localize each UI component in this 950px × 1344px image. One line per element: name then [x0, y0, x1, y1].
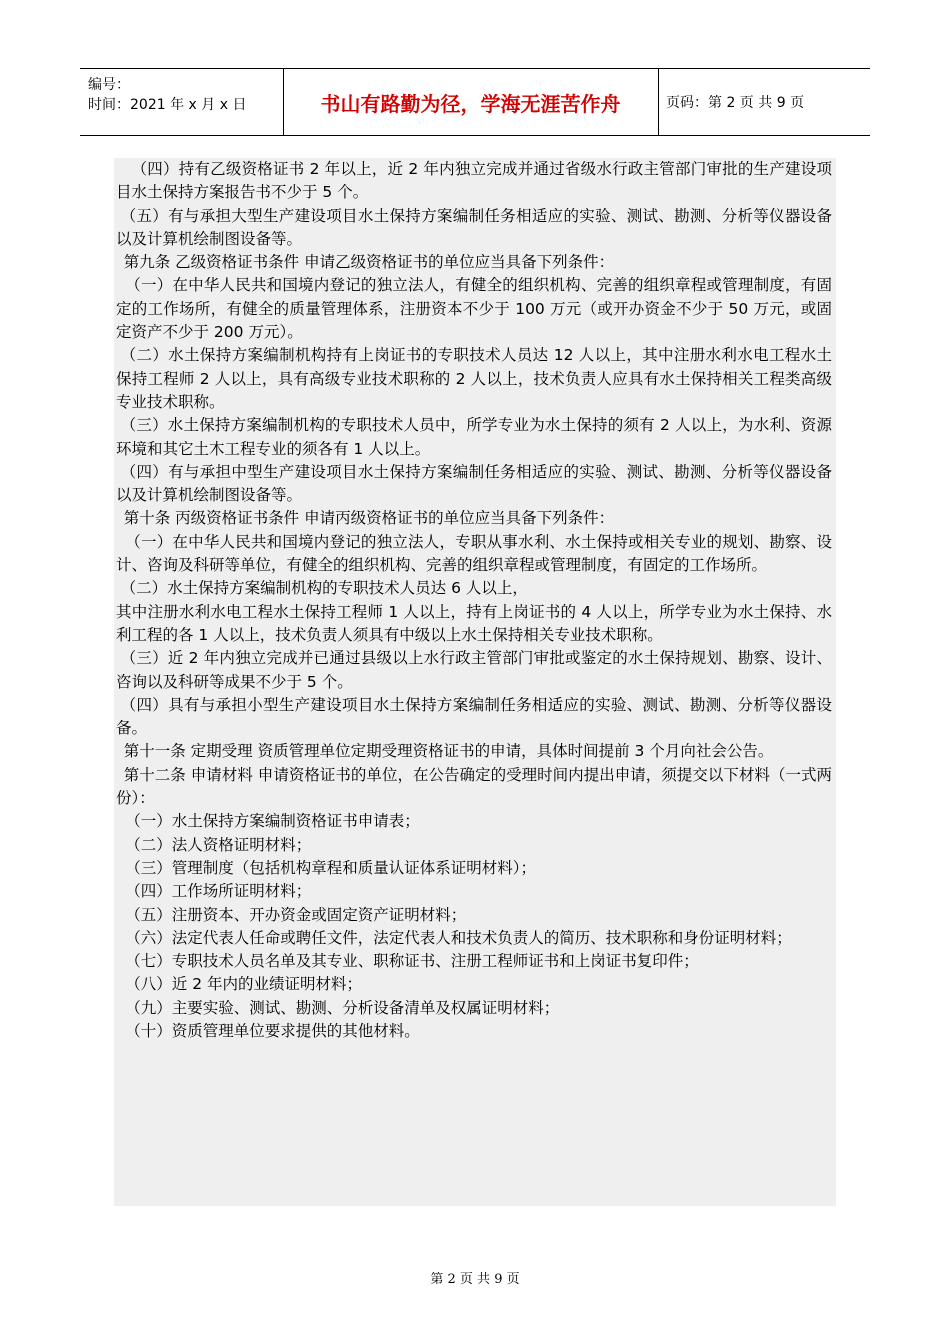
list-item: （二）法人资格证明材料； — [125, 835, 312, 854]
list-item: （五）注册资本、开办资金或固定资产证明材料； — [125, 905, 467, 924]
paragraph: （五）有与承担大型生产建设项目水土保持方案编制任务相适应的实验、测试、勘测、分析等仪器设备以及计算机绘制图设备等。 — [116, 206, 832, 248]
paragraph: 第九条 乙级资格证书条件 申请乙级资格证书的单位应当具备下列条件： — [123, 253, 615, 272]
header-divider-right — [658, 69, 659, 135]
paragraph: 其中注册水利水电工程水土保持工程师 1 人以上，持有上岗证书的 4 人以上，所学专业为水土保持、水利工程的各 1 人以上，技术负责人须具有中级以上水土保持相关专业技术职称。 — [116, 602, 832, 644]
paragraph: （四）有与承担中型生产建设项目水土保持方案编制任务相适应的实验、测试、勘测、分析等仪器设备以及计算机绘制图设备等。 — [116, 462, 832, 505]
document-number-label: 编号： — [88, 77, 130, 93]
paragraph: （一）在中华人民共和国境内登记的独立法人，有健全的组织机构、完善的组织章程或管理制度，有固定的工作场所，有健全的质量管理体系，注册资本不少于 100 万元（或开办资金不少于 50 万元，或固定资产不少于 200 万元）。 — [116, 276, 832, 342]
paragraph: 第十一条 定期受理 资质管理单位定期受理资格证书的申请，具体时间提前 3 个月向社会公告。 — [123, 742, 774, 761]
paragraph: （四）具有与承担小型生产建设项目水土保持方案编制任务相适应的实验、测试、勘测、分析等仪器设备。 — [116, 695, 832, 738]
header-meta — [88, 75, 284, 115]
list-item: （十）资质管理单位要求提供的其他材料。 — [125, 1021, 420, 1040]
header-motto: 书山有路勤为径，学海无涯苦作舟 — [320, 91, 621, 116]
document-date: 时间：2021 年 x 月 x 日 — [88, 97, 247, 113]
paragraph: （三）水土保持方案编制机构的专职技术人员中，所学专业为水土保持的须有 2 人以上，为水利、资源环境和其它土木工程专业的须各有 1 人以上。 — [116, 416, 832, 458]
paragraph: （二）水土保持方案编制机构持有上岗证书的专职技术人员达 12 人以上，其中注册水利水电工程水土保持工程师 2 人以上，具有高级专业技术职称的 2 人以上，技术负责人应具有水土保持相关工程类高级专业技术职称。 — [116, 346, 832, 411]
list-item: （九）主要实验、测试、勘测、分析设备清单及权属证明材料； — [125, 998, 560, 1017]
list-item: （一）水土保持方案编制资格证书申请表； — [125, 812, 420, 831]
list-item: （六）法定代表人任命或聘任文件，法定代表人和技术负责人的简历、技术职称和身份证明材料； — [125, 928, 792, 947]
paragraph: （三）近 2 年内独立完成并已通过县级以上水行政主管部门审批或鉴定的水土保持规划、勘察、设计、咨询以及科研等成果不少于 5 个。 — [116, 649, 832, 691]
page-header — [80, 68, 870, 136]
list-item: （三）管理制度（包括机构章程和质量认证体系证明材料）； — [125, 858, 537, 877]
paragraph: （二）水土保持方案编制机构的专职技术人员达 6 人以上， — [120, 579, 528, 598]
paragraph: 第十二条 申请材料 申请资格证书的单位，在公告确定的受理时间内提出申请，须提交以下材料（一式两份）： — [116, 765, 832, 808]
paragraph: 第十条 丙级资格证书条件 申请丙级资格证书的单位应当具备下列条件： — [123, 509, 615, 528]
paragraph: （四）持有乙级资格证书 2 年以上，近 2 年内独立完成并通过省级水行政主管部门审批的生产建设项目水土保持方案报告书不少于 5 个。 — [116, 160, 832, 202]
header-page-info: 页码：第 2 页 共 9 页 — [666, 95, 805, 111]
list-item: （四）工作场所证明材料； — [125, 882, 312, 901]
paragraph: （一）在中华人民共和国境内登记的独立法人，专职从事水利、水土保持或相关专业的规划、勘察、设计、咨询及科研等单位，有健全的组织机构、完善的组织章程或管理制度，有固定的工作场所。 — [116, 532, 832, 575]
list-item: （八）近 2 年内的业绩证明材料； — [125, 975, 363, 994]
page-footer: 第 2 页 共 9 页 — [430, 1272, 520, 1287]
document-body — [114, 158, 836, 1206]
list-item: （七）专职技术人员名单及其专业、职称证书、注册工程师证书和上岗证书复印件； — [125, 952, 699, 971]
